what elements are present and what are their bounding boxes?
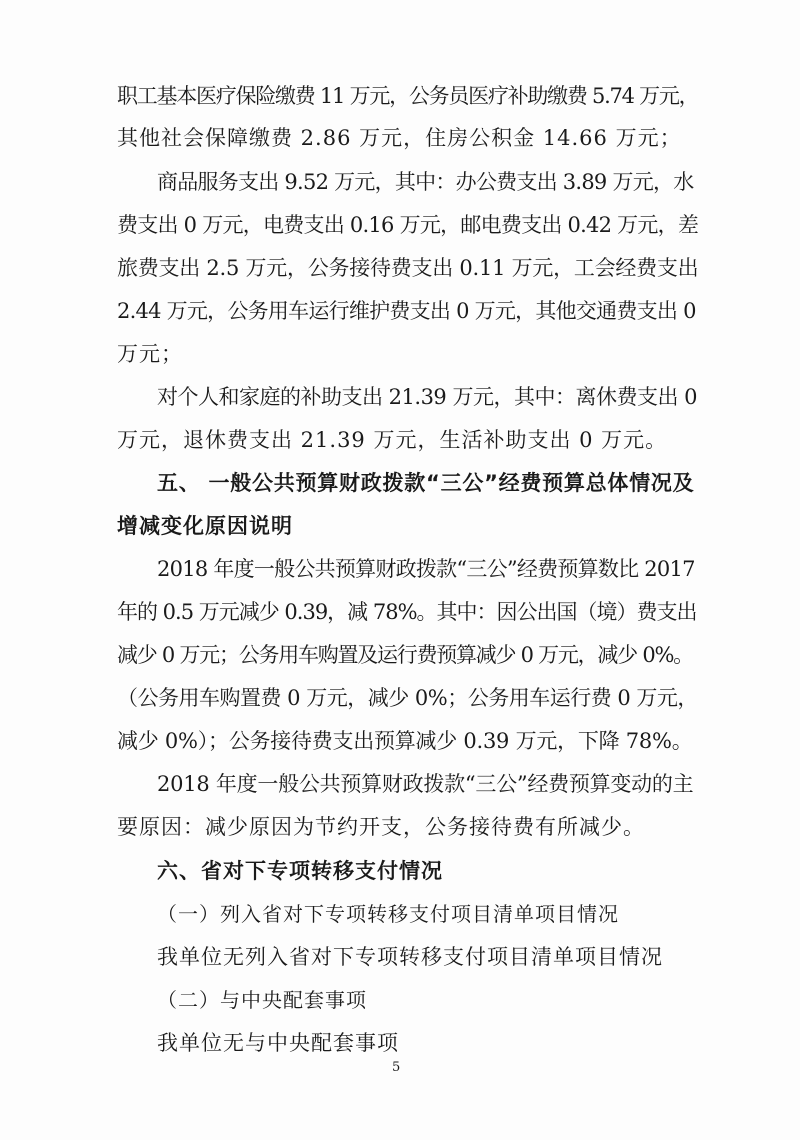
paragraph-line: 万元； — [117, 342, 183, 366]
section-heading: 六、省对下专项转移支付情况 — [157, 859, 443, 883]
paragraph-line: 商品服务支出 9.52 万元，其中：办公费支出 3.89 万元，水 — [157, 170, 694, 194]
paragraph-line: 减少 0%）；公务接待费支出预算减少 0.39 万元，下降 78%。 — [117, 729, 693, 753]
paragraph-line: 要原因：减少原因为节约开支，公务接待费有所减少。 — [117, 815, 645, 839]
paragraph-line: 我单位无列入省对下专项转移支付项目清单项目情况 — [157, 945, 663, 969]
paragraph-line: 万元，退休费支出 21.39 万元，生活补助支出 0 万元。 — [117, 428, 668, 452]
paragraph-line: 旅费支出 2.5 万元，公务接待费支出 0.11 万元，工会经费支出 — [117, 256, 699, 280]
page-number: 5 — [392, 1060, 401, 1075]
paragraph-line: 职工基本医疗保险缴费 11 万元，公务员医疗补助缴费 5.74 万元， — [117, 84, 699, 108]
paragraph-line: 2018 年度一般公共预算财政拨款“三公”经费预算数比 2017 — [157, 557, 695, 581]
paragraph-line: （公务用车购置费 0 万元，减少 0%；公务用车运行费 0 万元， — [117, 686, 698, 710]
section-heading: 五、 一般公共预算财政拨款“三公”经费预算总体情况及 — [157, 471, 695, 495]
paragraph-line: 费支出 0 万元，电费支出 0.16 万元，邮电费支出 0.42 万元，差 — [117, 213, 699, 237]
paragraph-line: 2.44 万元，公务用车运行维护费支出 0 万元，其他交通费支出 0 — [117, 299, 696, 323]
paragraph-line: 减少 0 万元；公务用车购置及运行费预算减少 0 万元，减少 0%。 — [117, 643, 693, 667]
section-heading: 增减变化原因说明 — [117, 514, 293, 538]
sub-heading: （二）与中央配套事项 — [157, 988, 367, 1012]
paragraph-line: 其他社会保障缴费 2.86 万元，住房公积金 14.66 万元； — [117, 126, 682, 150]
paragraph-line: 我单位无与中央配套事项 — [157, 1031, 399, 1055]
paragraph-line: 2018 年度一般公共预算财政拨款“三公”经费预算变动的主 — [157, 772, 694, 796]
paragraph-line: 年的 0.5 万元减少 0.39，减 78%。其中：因公出国（境）费支出 — [117, 600, 697, 624]
paragraph-line: 对个人和家庭的补助支出 21.39 万元，其中：离休费支出 0 — [157, 385, 698, 409]
sub-heading: （一）列入省对下专项转移支付项目清单项目情况 — [157, 902, 619, 926]
